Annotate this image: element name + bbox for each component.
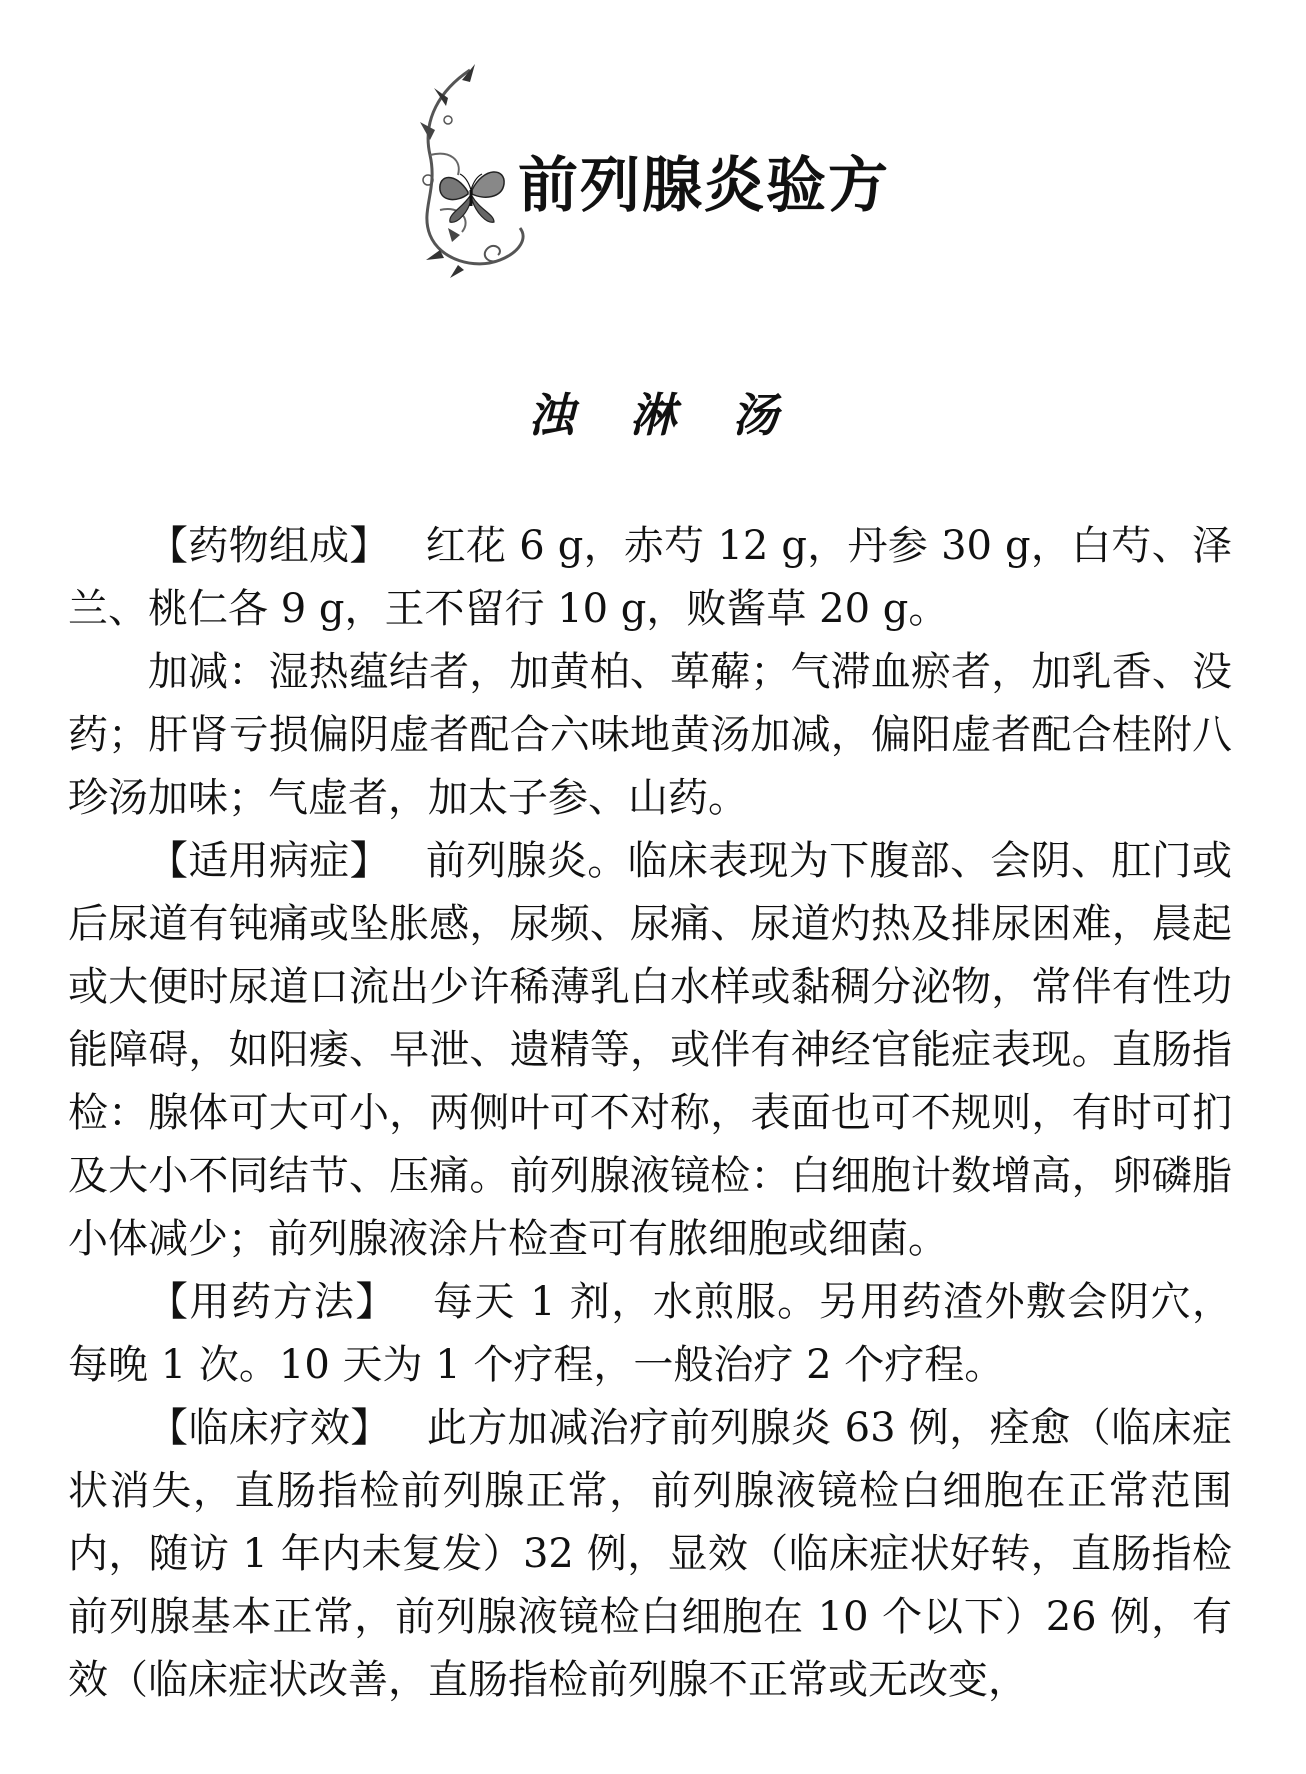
paragraph-modifications [68, 641, 1232, 830]
recipe-title: 浊淋汤 [528, 388, 834, 442]
paragraph-indications [68, 830, 1232, 1271]
section-tag: 【临床疗效】 [148, 1405, 391, 1451]
paragraph-usage [68, 1271, 1232, 1397]
recipe-content [68, 515, 1232, 1712]
paragraph-efficacy [68, 1397, 1232, 1712]
section-tag: 【用药方法】 [148, 1279, 397, 1325]
section-tag: 【适用病症】 [148, 838, 390, 884]
section-text: 前列腺炎。临床表现为下腹部、会阴、肛门或后尿道有钝痛或坠胀感，尿频、尿痛、尿道灼热及排尿困难，晨起或大便时尿道口流出少许稀薄乳白水样或黏稠分泌物，常伴有性功能障碍，如阳痿、早泄、遗精等，或伴有神经官能症表现。直肠指检：腺体可大可小，两侧叶可不对称，表面也可不规则，有时可扪及大小不同结节、压痛。前列腺液镜检：白细胞计数增高，卵磷脂小体减少；前列腺液涂片检查可有脓细胞或细菌。 [68, 838, 1233, 1262]
section-text: 红花 6 g，赤芍 12 g，丹参 30 g，白芍、泽兰、桃仁各 9 g，王不留行 10 g，败酱草 20 g。 [68, 523, 1232, 632]
section-text: 每天 1 剂，水煎服。另用药渣外敷会阴穴，每晚 1 次。10 天为 1 个疗程，一般治疗 2 个疗程。 [68, 1279, 1232, 1388]
chapter-header [400, 60, 960, 280]
section-tag: 【药物组成】 [148, 523, 390, 569]
paragraph-ingredients [68, 515, 1232, 641]
chapter-title: 前列腺炎验方 [518, 151, 890, 221]
section-text: 加减：湿热蕴结者，加黄柏、萆薢；气滞血瘀者，加乳香、没药；肝肾亏损偏阴虚者配合六味地黄汤加减，偏阳虚者配合桂附八珍汤加味；气虚者，加太子参、山药。 [68, 649, 1232, 821]
section-text: 此方加减治疗前列腺炎 63 例，痊愈（临床症状消失，直肠指检前列腺正常，前列腺液镜检白细胞在正常范围内，随访 1 年内未复发）32 例，显效（临床症状好转，直肠指检前列腺基本正常，前列腺液镜检白细胞在 10 个以下）26 例，有效（临床症状改善，直肠指检前列腺不正常或无改变， [68, 1405, 1233, 1703]
